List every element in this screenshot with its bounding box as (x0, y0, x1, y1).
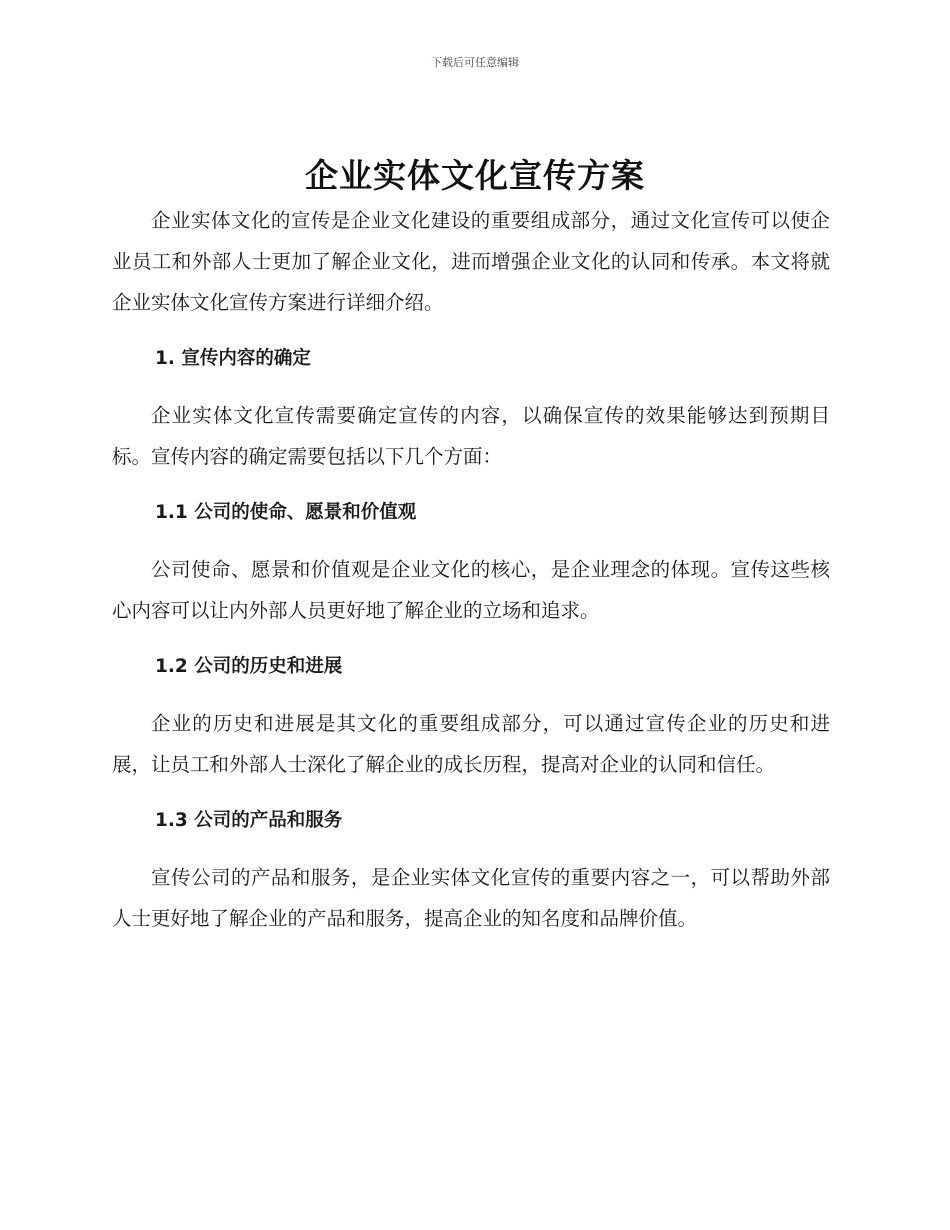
section-paragraph: 公司使命、愿景和价值观是企业文化的核心，是企业理念的体现。宣传这些核心内容可以让内外部人员更好地了解企业的立场和追求。 (112, 558, 830, 622)
section-heading: 1.1 公司的使命、愿景和价值观 (155, 502, 417, 523)
section-heading: 1.3 公司的产品和服务 (155, 810, 343, 831)
document-body (112, 200, 830, 939)
section-heading: 1.2 公司的历史和进展 (155, 656, 343, 677)
intro-paragraph: 企业实体文化的宣传是企业文化建设的重要组成部分，通过文化宣传可以使企业员工和外部人士更加了解企业文化，进而增强企业文化的认同和传承。本文将就企业实体文化宣传方案进行详细介绍。 (112, 209, 830, 314)
document-title: 企业实体文化宣传方案 (305, 156, 645, 195)
section-paragraph: 企业的历史和进展是其文化的重要组成部分，可以通过宣传企业的历史和进展，让员工和外部人士深化了解企业的成长历程，提高对企业的认同和信任。 (112, 712, 830, 776)
section-heading: 1. 宣传内容的确定 (155, 348, 311, 369)
header-note: 下载后可任意编辑 (431, 56, 519, 69)
section-paragraph: 企业实体文化宣传需要确定宣传的内容，以确保宣传的效果能够达到预期目标。宣传内容的确定需要包括以下几个方面： (112, 404, 830, 468)
section-paragraph: 宣传公司的产品和服务，是企业实体文化宣传的重要内容之一，可以帮助外部人士更好地了解企业的产品和服务，提高企业的知名度和品牌价值。 (112, 866, 830, 930)
